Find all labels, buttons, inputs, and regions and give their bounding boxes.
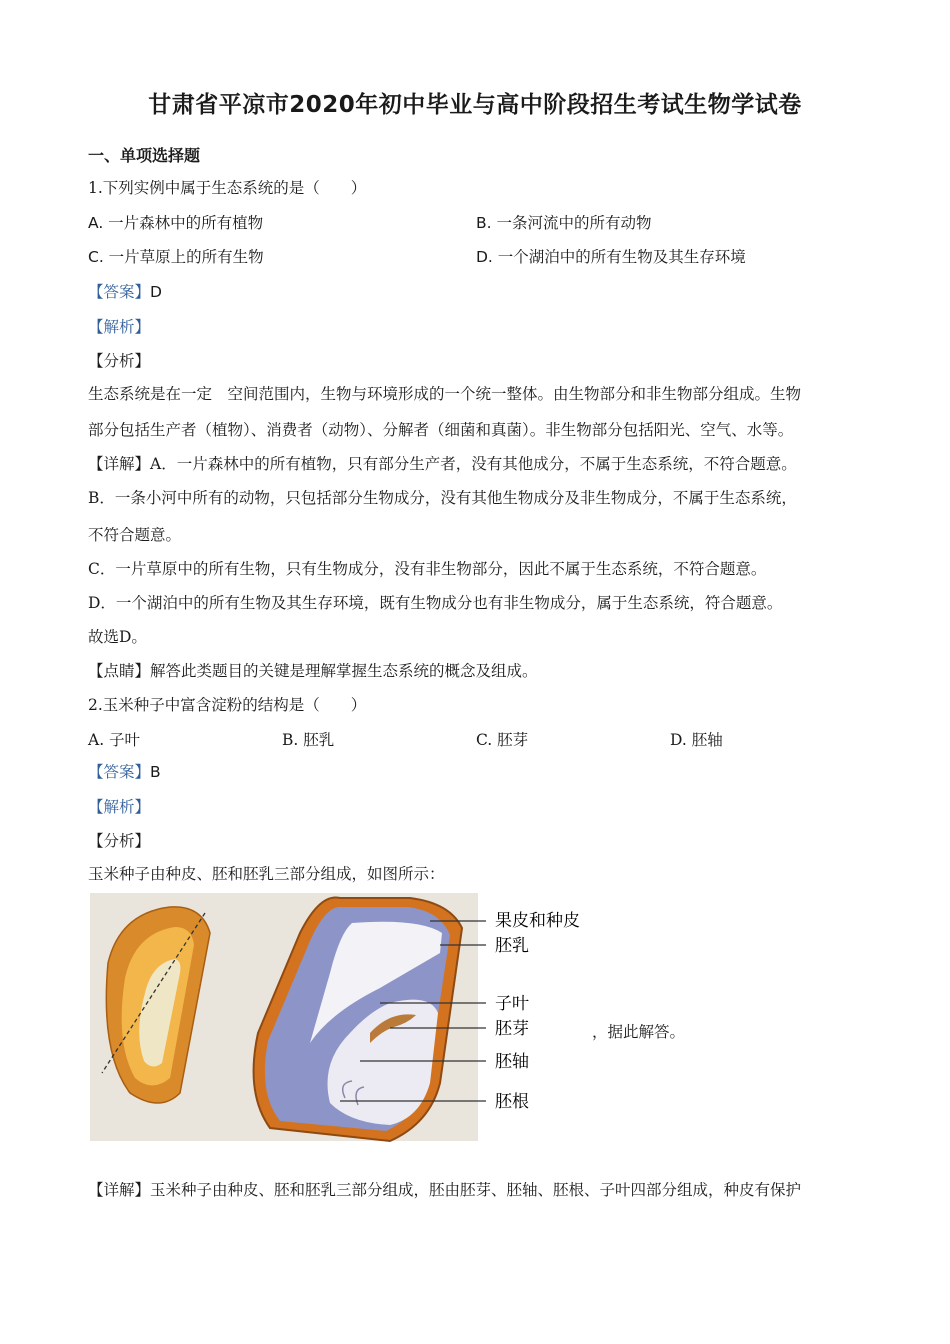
detail-label: 【详解】 <box>88 455 151 473</box>
label-endosperm: 胚乳 <box>495 936 529 956</box>
q1-option-d: D. 一个湖泊中的所有生物及其生存环境 <box>476 248 746 266</box>
q1-option-c: C. 一片草原上的所有生物 <box>88 248 264 266</box>
corn-seed-diagram <box>90 893 590 1143</box>
q2-fenxi-label: 【分析】 <box>88 832 151 850</box>
label-plumule: 胚芽 <box>495 1019 529 1039</box>
answer-label: 【答案】 <box>88 283 151 301</box>
q2-option-c: C. 胚芽 <box>476 731 529 749</box>
q1-analysis-line-1: 生态系统是在一定 空间范围内，生物与环境形成的一个统一整体。由生物部分和非生物部分组成。生物 <box>88 385 802 403</box>
q1-option-b: B. 一条河流中的所有动物 <box>476 214 652 232</box>
label-cotyledon: 子叶 <box>495 994 529 1014</box>
q1-jiexi-label: 【解析】 <box>88 318 151 336</box>
question-1-stem: 1.下列实例中属于生态系统的是（ ） <box>88 179 367 197</box>
q1-detail-line-3: 不符合题意。 <box>88 526 182 544</box>
q1-detail-line-5: D．一个湖泊中的所有生物及其生存环境，既有生物成分也有非生物成分，属于生态系统，符合题意。 <box>88 594 783 612</box>
section-heading: 一、单项选择题 <box>88 146 201 165</box>
q1-detail-line-1 <box>88 454 797 474</box>
q1-detail-line-4: C．一片草原中的所有生物，只有生物成分，没有非生物部分，因此不属于生态系统，不符合题意。 <box>88 560 767 578</box>
question-2-stem: 2.玉米种子中富含淀粉的结构是（ ） <box>88 696 367 714</box>
detail-text: 玉米种子由种皮、胚和胚乳三部分组成，胚由胚芽、胚轴、胚根、子叶四部分组成，种皮有保护 <box>150 1181 802 1199</box>
label-radicle: 胚根 <box>495 1092 529 1112</box>
q1-answer <box>88 282 162 302</box>
answer-value: D <box>150 283 162 301</box>
q1-fenxi-label: 【分析】 <box>88 352 151 370</box>
page-title: 甘肃省平凉市2020年初中毕业与高中阶段招生考试生物学试卷 <box>148 92 802 118</box>
q2-detail <box>88 1180 801 1200</box>
q2-answer <box>88 762 161 782</box>
q1-detail-line-2: B．一条小河中所有的动物，只包括部分生物成分，没有其他生物成分及非生物成分，不属于生态系统， <box>88 489 797 507</box>
q2-jiexi-label: 【解析】 <box>88 798 151 816</box>
after-diagram-text: ，据此解答。 <box>592 1023 686 1041</box>
q2-analysis: 玉米种子由种皮、胚和胚乳三部分组成，如图所示： <box>88 865 445 883</box>
q1-option-a: A. 一片森林中的所有植物 <box>88 214 264 232</box>
q2-option-b: B. 胚乳 <box>282 731 335 749</box>
q1-analysis-line-2: 部分包括生产者（植物）、消费者（动物）、分解者（细菌和真菌）。非生物部分包括阳光、空气、水等。 <box>88 421 794 439</box>
q2-option-d: D. 胚轴 <box>670 731 723 749</box>
dianjing-label: 【点睛】 <box>88 662 151 680</box>
label-hypocotyl: 胚轴 <box>495 1052 529 1072</box>
detail-text: A．一片森林中的所有植物，只有部分生产者，没有其他成分，不属于生态系统，不符合题意。 <box>150 455 797 473</box>
dianjing-text: 解答此类题目的关键是理解掌握生态系统的概念及组成。 <box>150 662 538 680</box>
label-pericarp: 果皮和种皮 <box>495 911 580 931</box>
q1-dianjing <box>88 661 538 681</box>
q1-detail-line-6: 故选D。 <box>88 628 147 646</box>
answer-label: 【答案】 <box>88 763 151 781</box>
answer-value: B <box>150 763 161 781</box>
detail-label: 【详解】 <box>88 1181 151 1199</box>
q2-option-a: A. 子叶 <box>88 731 141 749</box>
